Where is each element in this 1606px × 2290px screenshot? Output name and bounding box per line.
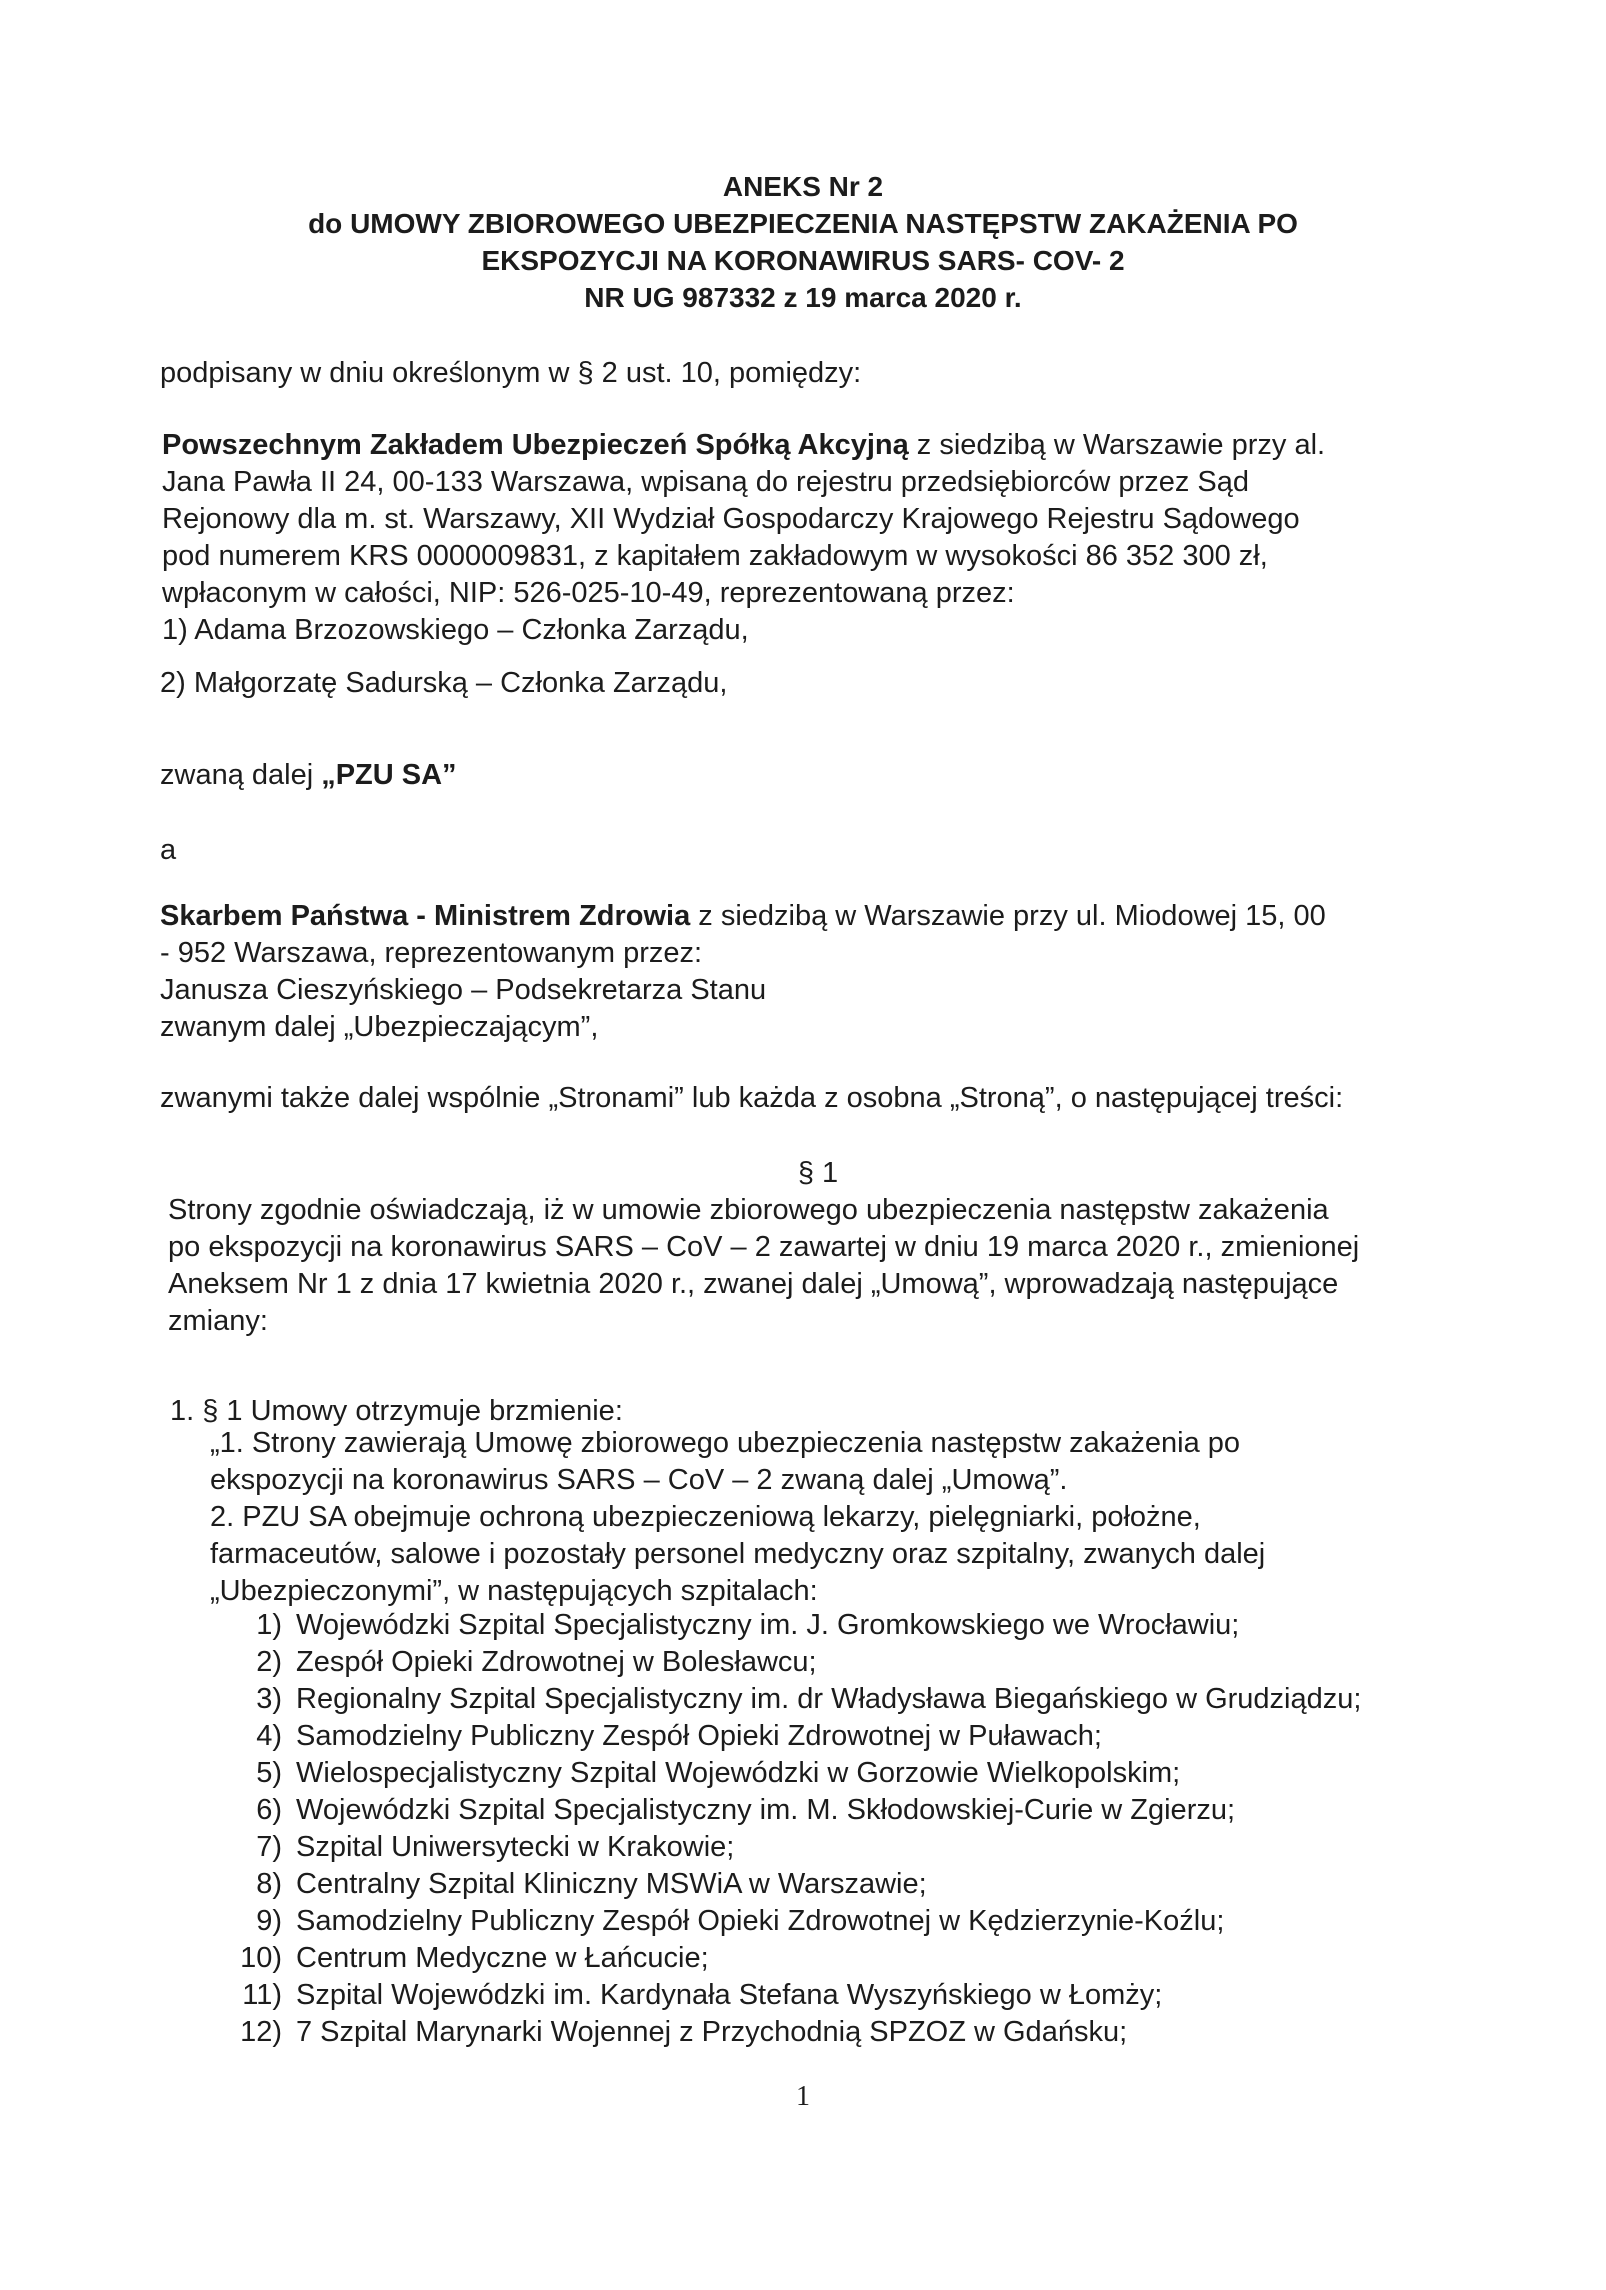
document-title — [0, 168, 1606, 316]
party1-called — [160, 757, 1448, 794]
list-item — [212, 1903, 1462, 1940]
list-item-number: 4) — [256, 1720, 282, 1752]
change-1-p1-line2: ekspozycji na koronawirus SARS – CoV – 2 zwaną dalej „Umową”. — [210, 1464, 1068, 1496]
section-1-line1: Strony zgodnie oświadczają, iż w umowie zbiorowego ubezpieczenia następstw zakażenia — [168, 1194, 1329, 1226]
party2-name: Skarbem Państwa - Ministrem Zdrowia — [160, 900, 691, 932]
list-item — [212, 1718, 1462, 1755]
list-item-text: Wojewódzki Szpital Specjalistyczny im. J. Gromkowskiego we Wrocławiu; — [296, 1609, 1240, 1641]
list-item-number: 5) — [256, 1757, 282, 1789]
party1-called-prefix: zwaną dalej — [160, 759, 322, 791]
party2-line1-rest: z siedzibą w Warszawie przy ul. Miodowej 15, 00 — [690, 900, 1326, 932]
list-item-text: Wojewódzki Szpital Specjalistyczny im. M. Skłodowskiej-Curie w Zgierzu; — [296, 1794, 1236, 1826]
change-1-body — [210, 1425, 1460, 1610]
title-line-4: NR UG 987332 z 19 marca 2020 r. — [584, 282, 1022, 313]
section-1-line2: po ekspozycji na koronawirus SARS – CoV – 2 zawartej w dniu 19 marca 2020 r., zmienionej — [168, 1231, 1360, 1263]
title-line-3: EKSPOZYCJI NA KORONAWIRUS SARS- COV- 2 — [481, 245, 1125, 276]
list-item-number: 9) — [256, 1905, 282, 1937]
list-item — [212, 1792, 1462, 1829]
section-1-line4: zmiany: — [168, 1305, 268, 1337]
list-item — [212, 1977, 1462, 2014]
party2-line4: zwanym dalej „Ubezpieczającym”, — [160, 1011, 599, 1043]
list-item-number: 11) — [242, 1979, 282, 2011]
list-item-text: Centralny Szpital Kliniczny MSWiA w Warszawie; — [296, 1868, 927, 1900]
list-item — [212, 1607, 1462, 1644]
party1-called-name: „PZU SA” — [321, 759, 457, 791]
list-item-number: 6) — [256, 1794, 282, 1826]
section-1-body — [168, 1192, 1456, 1340]
change-1-p2-line2: farmaceutów, salowe i pozostały personel medyczny oraz szpitalny, zwanych dalej — [210, 1538, 1266, 1570]
party2-line3: Janusza Cieszyńskiego – Podsekretarza Stanu — [160, 974, 767, 1006]
intro-text: podpisany w dniu określonym w § 2 ust. 10, pomiędzy: — [160, 357, 862, 389]
list-item — [212, 2014, 1462, 2051]
party1-line5: wpłaconym w całości, NIP: 526-025-10-49, reprezentowaną przez: — [162, 577, 1015, 609]
title-line-2: do UMOWY ZBIOROWEGO UBEZPIECZENIA NASTĘPSTW ZAKAŻENIA PO — [308, 208, 1298, 239]
conjunction: a — [160, 834, 177, 866]
party2-line2: - 952 Warszawa, reprezentowanym przez: — [160, 937, 703, 969]
change-1-p1-line1-text: „1. Strony zawierają Umowę zbiorowego ubezpieczenia następstw zakażenia po — [210, 1427, 1241, 1459]
list-item-number: 2) — [256, 1646, 282, 1678]
list-item-number: 12) — [240, 2016, 282, 2048]
list-item — [212, 1681, 1462, 1718]
list-item-text: Regionalny Szpital Specjalistyczny im. dr Władysława Biegańskiego w Grudziądzu; — [296, 1683, 1362, 1715]
list-item-text: Zespół Opieki Zdrowotnej w Bolesławcu; — [296, 1646, 817, 1678]
party1-line2: Jana Pawła II 24, 00-133 Warszawa, wpisaną do rejestru przedsiębiorców przez Sąd — [162, 466, 1249, 498]
list-item-text: Centrum Medyczne w Łańcucie; — [296, 1942, 709, 1974]
party1-rep1: 1) Adama Brzozowskiego – Członka Zarządu, — [162, 614, 749, 646]
page-number: 1 — [796, 2081, 810, 2112]
party1-line4: pod numerem KRS 0000009831, z kapitałem zakładowym w wysokości 86 352 300 zł, — [162, 540, 1268, 572]
list-item-number: 7) — [256, 1831, 282, 1863]
change-1-p2-line3: „Ubezpieczonymi”, w następujących szpitalach: — [210, 1575, 818, 1607]
change-1-p2-line1: 2. PZU SA obejmuje ochroną ubezpieczeniową lekarzy, pielęgniarki, położne, — [210, 1501, 1201, 1533]
list-item-text: 7 Szpital Marynarki Wojennej z Przychodnią SPZOZ w Gdańsku; — [296, 2016, 1128, 2048]
list-item-text: Wielospecjalistyczny Szpital Wojewódzki w Gorzowie Wielkopolskim; — [296, 1757, 1181, 1789]
party1-line3: Rejonowy dla m. st. Warszawy, XII Wydział Gospodarczy Krajowego Rejestru Sądowego — [162, 503, 1300, 535]
list-item-text: Samodzielny Publiczny Zespół Opieki Zdrowotnej w Kędzierzynie-Koźlu; — [296, 1905, 1225, 1937]
together-text: zwanymi także dalej wspólnie „Stronami” lub każda z osobna „Stroną”, o następującej treści: — [160, 1082, 1344, 1114]
change-1-lead: 1. § 1 Umowy otrzymuje brzmienie: — [170, 1395, 623, 1427]
list-item-text: Samodzielny Publiczny Zespół Opieki Zdrowotnej w Puławach; — [296, 1720, 1102, 1752]
list-item — [212, 1644, 1462, 1681]
party1-rep2: 2) Małgorzatę Sadurską – Członka Zarządu, — [160, 667, 728, 699]
list-item-number: 1) — [256, 1609, 282, 1641]
list-item — [212, 1755, 1462, 1792]
list-item-number: 8) — [256, 1868, 282, 1900]
list-item-text: Szpital Uniwersytecki w Krakowie; — [296, 1831, 735, 1863]
hospital-list — [212, 1607, 1462, 2051]
list-item-number: 10) — [240, 1942, 282, 1974]
list-item-number: 3) — [256, 1683, 282, 1715]
list-item — [212, 1940, 1462, 1977]
party2-block — [160, 898, 1448, 1046]
title-line-1: ANEKS Nr 2 — [722, 171, 884, 202]
list-item-text: Szpital Wojewódzki im. Kardynała Stefana Wyszyńskiego w Łomży; — [296, 1979, 1163, 2011]
party1-block — [162, 427, 1450, 649]
list-item — [212, 1829, 1462, 1866]
section-1-heading: § 1 — [797, 1157, 839, 1189]
list-item — [212, 1866, 1462, 1903]
party1-line1-rest: z siedzibą w Warszawie przy al. — [908, 429, 1326, 461]
section-1-line3: Aneksem Nr 1 z dnia 17 kwietnia 2020 r., zwanej dalej „Umową”, wprowadzają następujące — [168, 1268, 1339, 1300]
change-1-p1-line1 — [210, 1425, 1460, 1462]
party1-name: Powszechnym Zakładem Ubezpieczeń Spółką Akcyjną — [162, 429, 909, 461]
